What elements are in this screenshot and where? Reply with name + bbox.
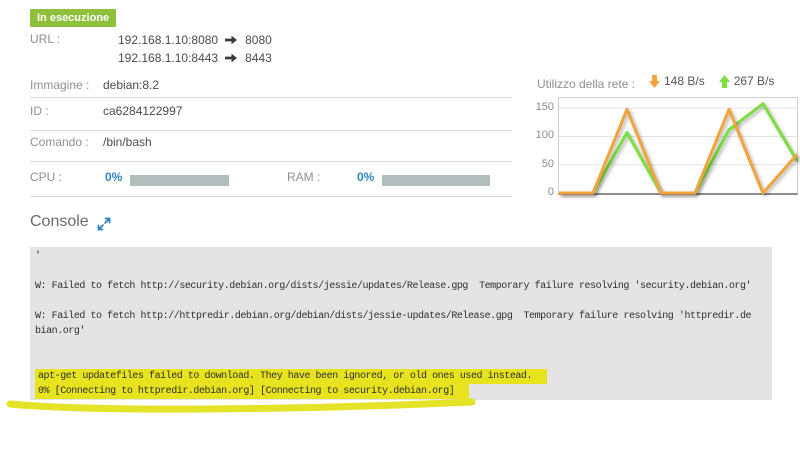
download-rate: 148 B/s	[664, 74, 705, 88]
chart-y-tick: 0	[547, 186, 554, 198]
command-value: /bin/bash	[103, 135, 152, 149]
ram-label: RAM :	[287, 170, 321, 184]
chart-y-tick: 150	[535, 101, 554, 114]
console-line: W: Failed to fetch http://httpredir.debian.org/debian/dists/jessie-updates/Release.gpg Temporary failure resolving 'httpredir.de	[35, 311, 752, 322]
expand-icon[interactable]	[97, 217, 111, 231]
ram-progressbar	[382, 175, 490, 186]
chart-y-tick: 100	[535, 129, 554, 142]
row-divider	[30, 196, 512, 197]
row-divider	[30, 130, 512, 131]
url-host: 192.168.1.10:8080	[118, 33, 219, 47]
download-arrow-icon	[649, 75, 660, 88]
row-divider	[30, 161, 512, 162]
upload-rate: 267 B/s	[733, 74, 775, 88]
console-line	[30, 264, 772, 279]
console-line: '	[35, 251, 41, 262]
ram-percent: 0%	[357, 170, 375, 184]
cpu-progressbar	[130, 175, 229, 186]
console-line: bian.org'	[35, 326, 85, 337]
console-line	[30, 384, 772, 399]
status-badge: In esecuzione	[30, 9, 116, 27]
image-label: Immagine :	[30, 78, 90, 92]
highlight-annotation: apt-get updatefiles failed to download. They have been ignored, or old ones used instead.	[38, 369, 544, 384]
url-port: 8443	[245, 51, 272, 65]
cpu-percent: 0%	[105, 170, 123, 184]
url-mappings	[118, 31, 272, 67]
chart-line-download	[559, 109, 797, 193]
cpu-label: CPU :	[30, 170, 63, 184]
console-line	[30, 339, 772, 354]
id-value: ca6284122997	[103, 104, 183, 118]
network-chart-canvas	[559, 98, 797, 193]
upload-arrow-icon	[719, 75, 730, 88]
network-usage-title: Utilizzo della rete :	[537, 77, 636, 91]
console-line	[30, 354, 772, 369]
command-label: Comando :	[30, 135, 89, 149]
network-legend	[649, 74, 784, 88]
console-line	[30, 294, 772, 309]
console-line	[30, 369, 772, 384]
port-arrow-icon	[225, 53, 238, 63]
url-label: URL :	[30, 32, 61, 46]
id-label: ID :	[30, 104, 49, 118]
chart-y-tick: 50	[541, 157, 554, 170]
url-port: 8080	[245, 33, 272, 47]
console-line: W: Failed to fetch http://security.debian.org/dists/jessie/updates/Release.gpg Temporary failure resolving 'security.debian.org'	[35, 281, 752, 292]
url-mapping-row	[118, 31, 272, 49]
image-value: debian:8.2	[103, 78, 160, 92]
highlight-annotation: 0% [Connecting to httpredir.debian.org] [Connecting to security.debian.org]	[38, 384, 466, 399]
console-title: Console	[30, 213, 89, 230]
url-host: 192.168.1.10:8443	[118, 51, 219, 65]
network-chart	[558, 97, 798, 195]
port-arrow-icon	[225, 35, 238, 45]
chart-line-upload	[559, 104, 797, 193]
console-output	[30, 247, 772, 400]
url-mapping-row	[118, 49, 272, 67]
row-divider	[30, 97, 512, 98]
